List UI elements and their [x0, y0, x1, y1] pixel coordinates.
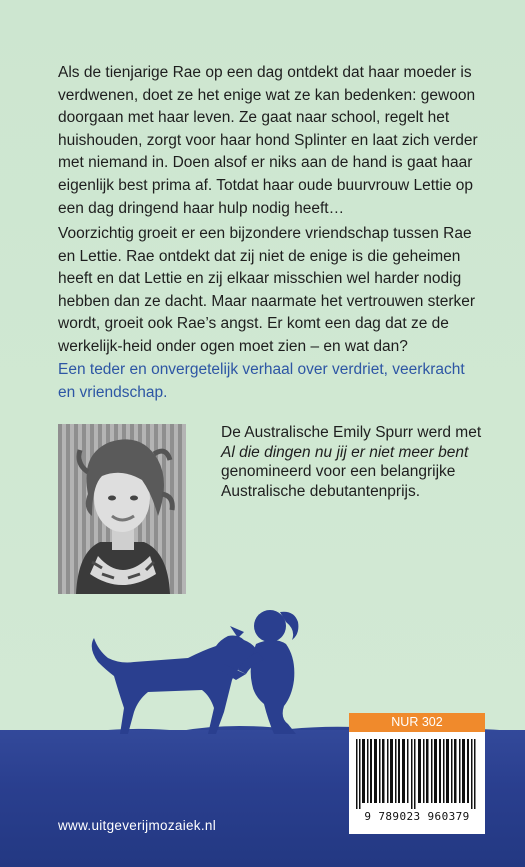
author-bio [221, 423, 501, 501]
blurb-paragraph-2: Voorzichtig groeit er een bijzondere vriendschap tussen Rae en Lettie. Rae ontdekt dat zij niet de enige is die geheimen heeft en dat Lettie en zij elkaar misschien wel harder nodig hebben dan ze dacht. Maar naarmate het vertrouwen sterker wordt, groeit ook Rae’s angst. Er komt een dag dat ze de werkelijk-heid onder ogen moet zien – en wat dan? [58, 225, 476, 355]
author-photo [58, 424, 186, 594]
girl-and-dog-silhouette [88, 600, 328, 735]
bio-line-3: genomineerd voor een belangrijke [221, 463, 456, 481]
tagline: Een teder en onvergetelijk verhaal over verdriet, veerkracht en vriendschap. [58, 361, 465, 401]
barcode-icon [356, 739, 478, 809]
bio-book-title: Al die dingen nu jij er niet meer bent [221, 443, 469, 461]
bio-line-1: De Australische Emily Spurr werd met [221, 424, 482, 441]
isbn-barcode [349, 732, 485, 834]
bio-line-4: Australische debutantenprijs. [221, 482, 421, 500]
nur-label: NUR 302 [349, 713, 485, 732]
isbn-digits: 9 789023 960379 [364, 810, 470, 823]
publisher-website[interactable]: www.uitgeverijmozaiek.nl [58, 818, 217, 833]
blurb-paragraph-1: Als de tienjarige Rae op een dag ontdekt dat haar moeder is verdwenen, doet ze het enige wat ze kan bedenken: gewoon doorgaan met haar leven. Ze gaat naar school, regelt het huishouden, zorgt voor haar hond Splinter en laat zich verder met niemand in. Doen alsof er niks aan de hand is gaat haar eigenlijk best prima af. Totdat haar oude buurvrouw Lettie op een dag dringend haar hulp nodig heeft… [58, 64, 478, 217]
